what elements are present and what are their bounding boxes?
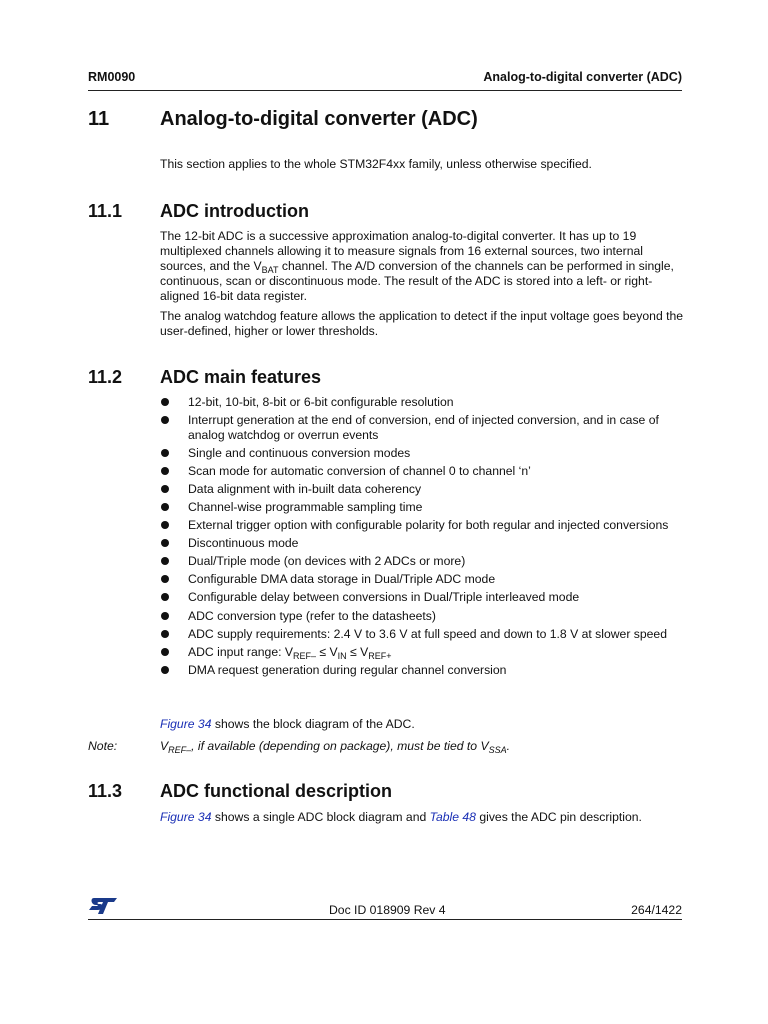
header-rule bbox=[88, 90, 682, 91]
intro-text-a: The 12-bit ADC is a successive approximation analog-to-digital converter. It has up to 19 multiplexed channels allowing it to measure signals from 16 external sources, two internal sources, and the V bbox=[160, 229, 644, 273]
bullet-icon bbox=[161, 539, 169, 547]
bullet-icon bbox=[161, 521, 169, 529]
st-logo-icon bbox=[88, 896, 118, 921]
bullet-icon bbox=[161, 575, 169, 583]
list-item: Scan mode for automatic conversion of channel 0 to channel ‘n’ bbox=[160, 464, 684, 479]
chapter-intro: This section applies to the whole STM32F4xx family, unless otherwise specified. bbox=[160, 157, 592, 171]
list-item: 12-bit, 10-bit, 8-bit or 6-bit configurable resolution bbox=[160, 395, 684, 410]
list-item: DMA request generation during regular channel conversion bbox=[160, 663, 684, 678]
functional-description-text: Figure 34 shows a single ADC block diagram and Table 48 gives the ADC pin description. bbox=[160, 810, 642, 824]
intro-paragraph bbox=[160, 229, 684, 304]
chapter-title: Analog-to-digital converter (ADC) bbox=[160, 108, 478, 130]
vbat-subscript: BAT bbox=[261, 265, 279, 275]
list-item: Single and continuous conversion modes bbox=[160, 446, 684, 461]
list-item: External trigger option with configurable polarity for both regular and injected conversions bbox=[160, 518, 684, 533]
section-title: ADC introduction bbox=[160, 201, 309, 221]
footer-rule bbox=[88, 919, 682, 920]
features-list bbox=[160, 395, 684, 681]
list-item: ADC conversion type (refer to the datasheets) bbox=[160, 609, 684, 624]
bullet-icon bbox=[161, 398, 169, 406]
chapter-number: 11 bbox=[88, 108, 110, 130]
figure-reference-line: Figure 34 shows the block diagram of the ADC. bbox=[160, 717, 415, 731]
list-item: Channel-wise programmable sampling time bbox=[160, 500, 684, 515]
list-item: ADC input range: $V_{REF-} \le V_{IN} \le V_{REF+}$ bbox=[160, 645, 684, 660]
bullet-icon bbox=[161, 485, 169, 493]
page-number: 264/1422 bbox=[631, 903, 682, 917]
list-item: Configurable delay between conversions in Dual/Triple interleaved mode bbox=[160, 590, 684, 605]
figure-34-link[interactable]: Figure 34 bbox=[160, 810, 212, 824]
list-item: ADC supply requirements: 2.4 V to 3.6 V at full speed and down to 1.8 V at slower speed bbox=[160, 627, 684, 642]
bullet-icon bbox=[161, 557, 169, 565]
bullet-icon bbox=[161, 666, 169, 674]
bullet-icon bbox=[161, 593, 169, 601]
note-text: $V_{REF-}$, if available (depending on package), must be tied to $V_{SSA}$. bbox=[160, 739, 510, 755]
header-chapter-title: Analog-to-digital converter (ADC) bbox=[483, 70, 682, 84]
bullet-icon bbox=[161, 467, 169, 475]
note-label: Note: bbox=[88, 739, 118, 753]
section-number: 11.3 bbox=[88, 781, 123, 801]
table-48-link[interactable]: Table 48 bbox=[429, 810, 476, 824]
section-title: ADC functional description bbox=[160, 781, 393, 801]
intro-text-b: channel. The A/D conversion of the channels can be performed in single, continuous, scan or discontinuous mode. The result of the ADC is stored into a left- or right-aligned 16-bit data register. bbox=[160, 259, 674, 303]
section-number: 11.2 bbox=[88, 367, 123, 387]
doc-code: RM0090 bbox=[88, 70, 136, 84]
bullet-icon bbox=[161, 416, 169, 424]
bullet-icon bbox=[161, 503, 169, 511]
bullet-icon bbox=[161, 648, 169, 656]
watchdog-paragraph: The analog watchdog feature allows the application to detect if the input voltage goes beyond the user-defined, higher or lower thresholds. bbox=[160, 309, 684, 338]
bullet-icon bbox=[161, 630, 169, 638]
list-item: Configurable DMA data storage in Dual/Triple ADC mode bbox=[160, 572, 684, 587]
list-item: Discontinuous mode bbox=[160, 536, 684, 551]
figure-34-link[interactable]: Figure 34 bbox=[160, 717, 212, 731]
bullet-icon bbox=[161, 449, 169, 457]
section-number: 11.1 bbox=[88, 201, 123, 221]
doc-id: Doc ID 018909 Rev 4 bbox=[329, 903, 446, 917]
list-item: Data alignment with in-built data coherency bbox=[160, 482, 684, 497]
section-title: ADC main features bbox=[160, 367, 322, 387]
list-item: Interrupt generation at the end of conversion, end of injected conversion, and in case of analog watchdog or overrun events bbox=[160, 413, 684, 442]
bullet-icon bbox=[161, 612, 169, 620]
list-item: Dual/Triple mode (on devices with 2 ADCs or more) bbox=[160, 554, 684, 569]
